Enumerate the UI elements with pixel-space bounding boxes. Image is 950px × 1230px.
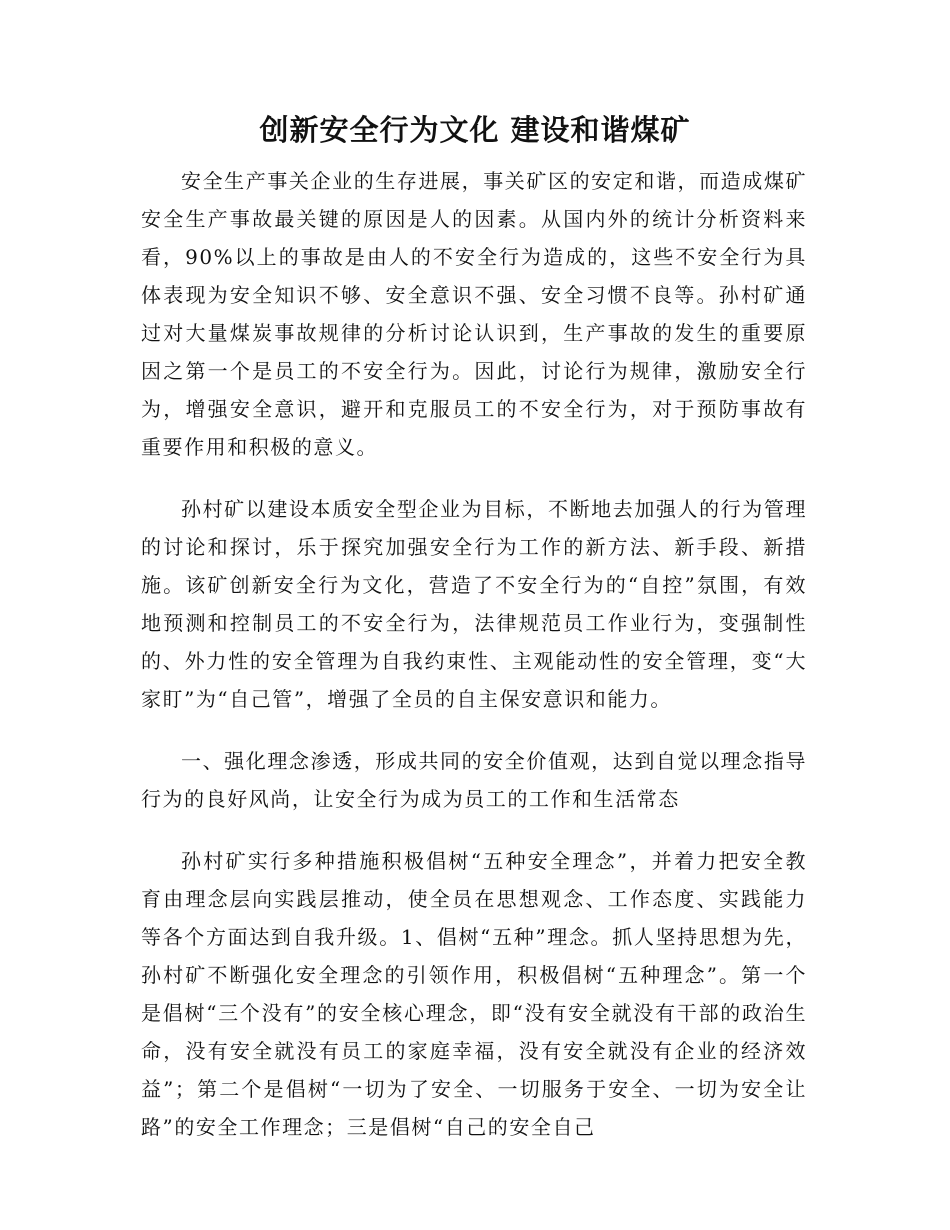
- document-title: 创新安全行为文化 建设和谐煤矿: [259, 113, 691, 147]
- paragraph-goal: 孙村矿以建设本质安全型企业为目标，不断地去加强人的行为管理的讨论和探讨，乐于探究加强安全行为工作的新方法、新手段、新措施。该矿创新安全行为文化，营造了不安全行为的“自控”氛围，有效地预测和控制员工的不安全行为，法律规范员工作业行为，变强制性的、外力性的安全管理为自我约束性、主观能动性的安全管理，变“大家盯”为“自己管”，增强了全员的自主保安意识和能力。: [141, 497, 807, 711]
- paragraph-intro: 安全生产事关企业的生存进展，事关矿区的安定和谐，而造成煤矿安全生产事故最关键的原因是人的因素。从国内外的统计分析资料来看，90%以上的事故是由人的不安全行为造成的，这些不安全行为具体表现为安全知识不够、安全意识不强、安全习惯不良等。孙村矿通过对大量煤炭事故规律的分析讨论认识到，生产事故的发生的重要原因之第一个是员工的不安全行为。因此，讨论行为规律，激励安全行为，增强安全意识，避开和克服员工的不安全行为，对于预防事故有重要作用和积极的意义。: [141, 169, 807, 459]
- paragraph-five-concepts: 孙村矿实行多种措施积极倡树“五种安全理念”，并着力把安全教育由理念层向实践层推动，使全员在思想观念、工作态度、实践能力等各个方面达到自我升级。1、倡树“五种”理念。抓人坚持思想为先，孙村矿不断强化安全理念的引领作用，积极倡树“五种理念”。第一个是倡树“三个没有”的安全核心理念，即“没有安全就没有干部的政治生命，没有安全就没有员工的家庭幸福，没有安全就没有企业的经济效益”；第二个是倡树“一切为了安全、一切服务于安全、一切为安全让路”的安全工作理念；三是倡树“自己的安全自己: [141, 849, 807, 1139]
- document-body: [141, 162, 807, 1170]
- section-heading-one: 一、强化理念渗透，形成共同的安全价值观，达到自觉以理念指导行为的良好风尚，让安全行为成为员工的工作和生活常态: [141, 749, 807, 811]
